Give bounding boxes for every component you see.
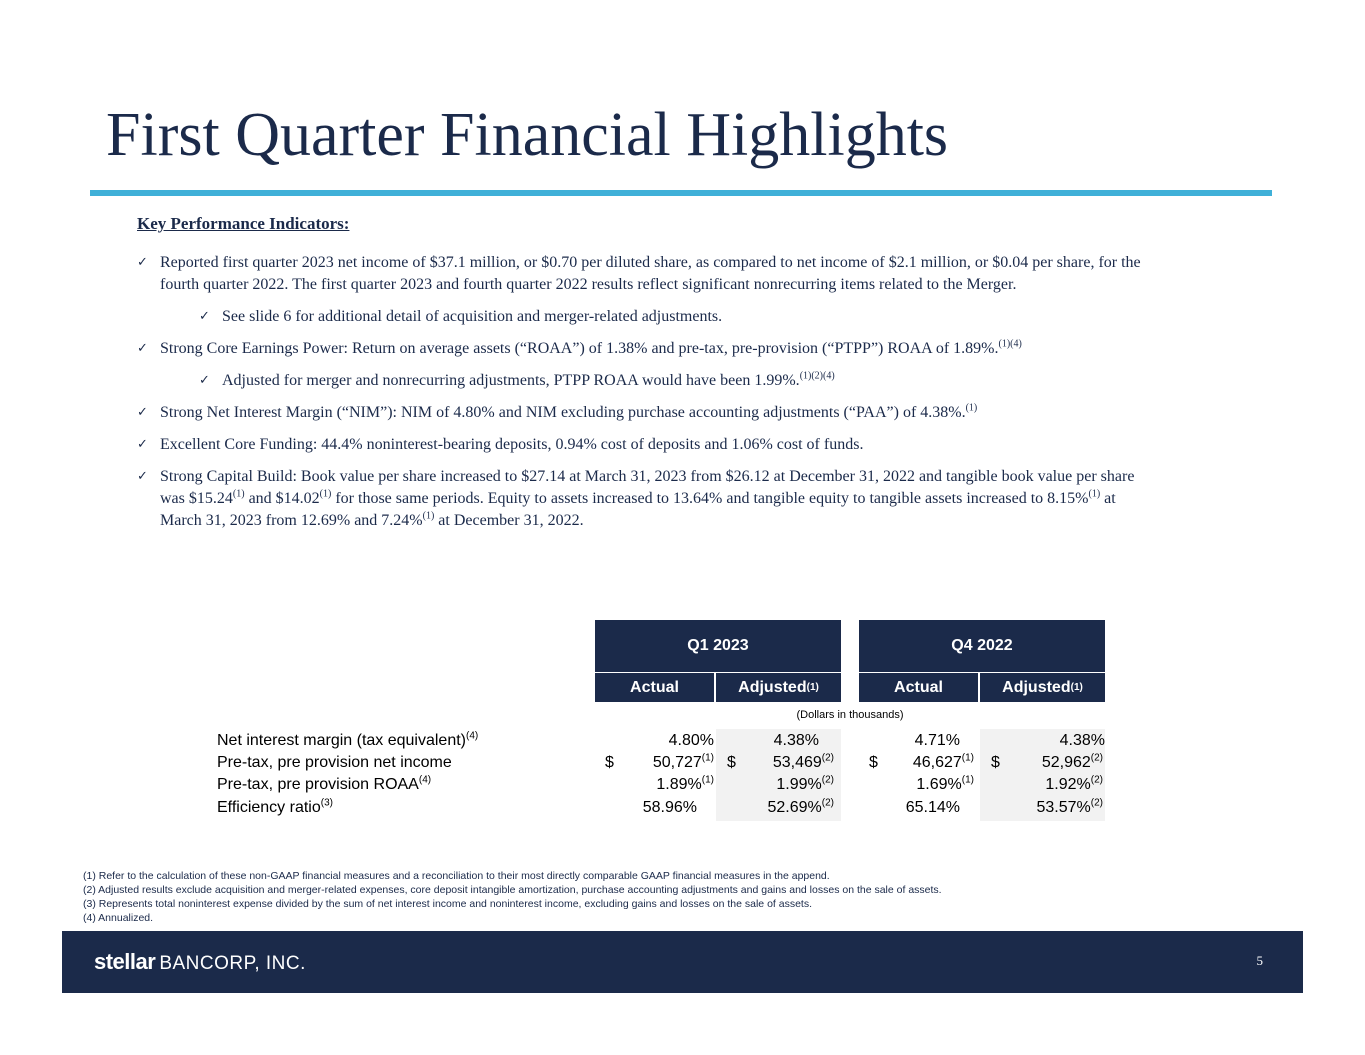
footer-bar <box>62 931 1303 993</box>
bullet-text: Reported first quarter 2023 net income of $37.1 million, or $0.70 per diluted share, as compared to net income of $2.1 million, or $0.04 per share, for the fourth quarter 2022. The first quarter 2023 and fourth quarter 2022 results reflect significant nonrecurring items related to the Merger. <box>160 254 1141 293</box>
check-icon: ✓ <box>137 437 148 452</box>
cell-q4-actual: 1.69%$^{(1)}$ <box>916 774 974 793</box>
slide-title: First Quarter Financial Highlights <box>106 101 949 169</box>
page-number: 5 <box>1256 953 1263 968</box>
cell-q4-actual: 65.14% <box>905 799 960 816</box>
cell-q1-adjusted: 53,469$^{(2)}$ <box>772 752 834 771</box>
bullet-text: Excellent Core Funding: 44.4% noninterest-bearing deposits, 0.94% cost of deposits and 1.06% cost of funds. <box>160 436 864 453</box>
check-icon: ✓ <box>137 469 148 484</box>
units-note: (Dollars in thousands) <box>796 709 904 721</box>
cell-q1-actual: 58.96% <box>642 799 697 816</box>
footnotes <box>83 869 942 925</box>
check-icon: ✓ <box>137 255 148 270</box>
row-label: Efficiency ratio$^{(3)}$ <box>217 797 333 816</box>
check-icon: ✓ <box>199 309 210 324</box>
table-row <box>217 752 1107 774</box>
subheader-q4-actual: Actual <box>859 673 978 702</box>
kpi-subbullet-slide6 <box>199 306 1157 328</box>
header-q4-2022: Q4 2022 <box>859 620 1105 672</box>
check-icon: ✓ <box>137 341 148 356</box>
cell-q1-adjusted: 4.38% <box>773 732 819 749</box>
dollar-sign: $ <box>727 754 736 771</box>
cell-q4-adjusted: 1.92%$^{(2)}$ <box>1045 774 1103 793</box>
row-label: Pre-tax, pre provision net income <box>217 754 452 771</box>
subheader-q4-adjusted: Adjusted (1) <box>980 673 1105 702</box>
cell-q1-adjusted: 52.69%$^{(2)}$ <box>767 797 834 816</box>
bullet-text: Strong Net Interest Margin (“NIM”): NIM of 4.80% and NIM excluding purchase accounting adjustments (“PAA”) of 4.38%. <box>160 404 966 421</box>
header-q1-2023: Q1 2023 <box>595 620 841 672</box>
table-row <box>217 774 1107 796</box>
cell-q4-adjusted: 53.57%$^{(2)}$ <box>1036 797 1103 816</box>
table-row <box>217 797 1107 819</box>
cell-q1-actual: 1.89%$^{(1)}$ <box>656 774 714 793</box>
footnote-ref: (1)(2)(4) <box>799 370 835 382</box>
bullet-text: See slide 6 for additional detail of acquisition and merger-related adjustments. <box>222 308 723 325</box>
row-label: Pre-tax, pre provision ROAA$^{(4)}$ <box>217 774 432 793</box>
kpi-bullet-capital <box>137 466 1157 532</box>
cell-q1-actual: 4.80% <box>668 732 714 749</box>
footnote: (1) Refer to the calculation of these non-GAAP financial measures and a reconciliation to their most directly comparable GAAP financial measures in the append. <box>83 870 830 882</box>
capital-text: Strong Capital Build: Book value per share increased to $27.14 at March 31, 2023 from $26.12 at December 31, 2022 and tangible book value per share was $15.24$^{(1)}$ and $14.02$^{(1)}$ for those same periods. Equity to assets increased to 13.64% and tangible equity to tangible assets increased to 8.15%$^{(1)}$ at March 31, 2023 from 12.69% and 7.24%$^{(1)}$ at December 31, 2022. <box>160 468 1135 529</box>
kpi-bullet-list <box>137 252 1157 542</box>
footnote: (2) Adjusted results exclude acquisition and merger-related expenses, core deposit intangible amortization, purchase accounting adjustments and gains and losses on the sale of assets. <box>83 884 942 896</box>
bullet-text: Strong Core Earnings Power: Return on average assets (“ROAA”) of 1.38% and pre-tax, pre-provision (“PTPP”) ROAA of 1.89%. <box>160 340 999 357</box>
title-underline-rule <box>90 190 1272 196</box>
cell-q4-actual: 46,627$^{(1)}$ <box>912 752 974 771</box>
dollar-sign: $ <box>869 754 878 771</box>
row-label: Net interest margin (tax equivalent)$^{(4)}$ <box>217 730 479 749</box>
kpi-heading: Key Performance Indicators: <box>137 214 350 233</box>
subheader-q1-adjusted: Adjusted (1) <box>716 673 841 702</box>
subheader-q1-actual: Actual <box>595 673 714 702</box>
check-icon: ✓ <box>199 373 210 388</box>
cell-q4-actual: 4.71% <box>914 732 960 749</box>
cell-q1-actual: 50,727$^{(1)}$ <box>652 752 714 771</box>
kpi-bullet-nim <box>137 402 1157 424</box>
table-row <box>217 730 1107 752</box>
kpi-subbullet-ptpp <box>199 370 1157 392</box>
check-icon: ✓ <box>137 405 148 420</box>
kpi-bullet-net-income <box>137 252 1157 296</box>
footnote-ref: (1)(4) <box>998 338 1022 350</box>
footnote: (4) Annualized. <box>83 912 154 924</box>
kpi-bullet-core-earnings <box>137 338 1157 360</box>
dollar-sign: $ <box>991 754 1000 771</box>
kpi-bullet-core-funding <box>137 434 1157 456</box>
bullet-text: Adjusted for merger and nonrecurring adjustments, PTPP ROAA would have been 1.99%. <box>222 372 800 389</box>
cell-q1-adjusted: 1.99%$^{(2)}$ <box>776 774 834 793</box>
brand-logo: stellar BANCORP, INC. <box>94 949 306 974</box>
footnote: (3) Represents total noninterest expense divided by the sum of net interest income and noninterest income, excluding gains and losses on the sale of assets. <box>83 898 813 910</box>
footnote-ref: (1) <box>965 402 978 414</box>
cell-q4-adjusted: 52,962$^{(2)}$ <box>1041 752 1103 771</box>
dollar-sign: $ <box>605 754 614 771</box>
cell-q4-adjusted: 4.38% <box>1059 732 1105 749</box>
